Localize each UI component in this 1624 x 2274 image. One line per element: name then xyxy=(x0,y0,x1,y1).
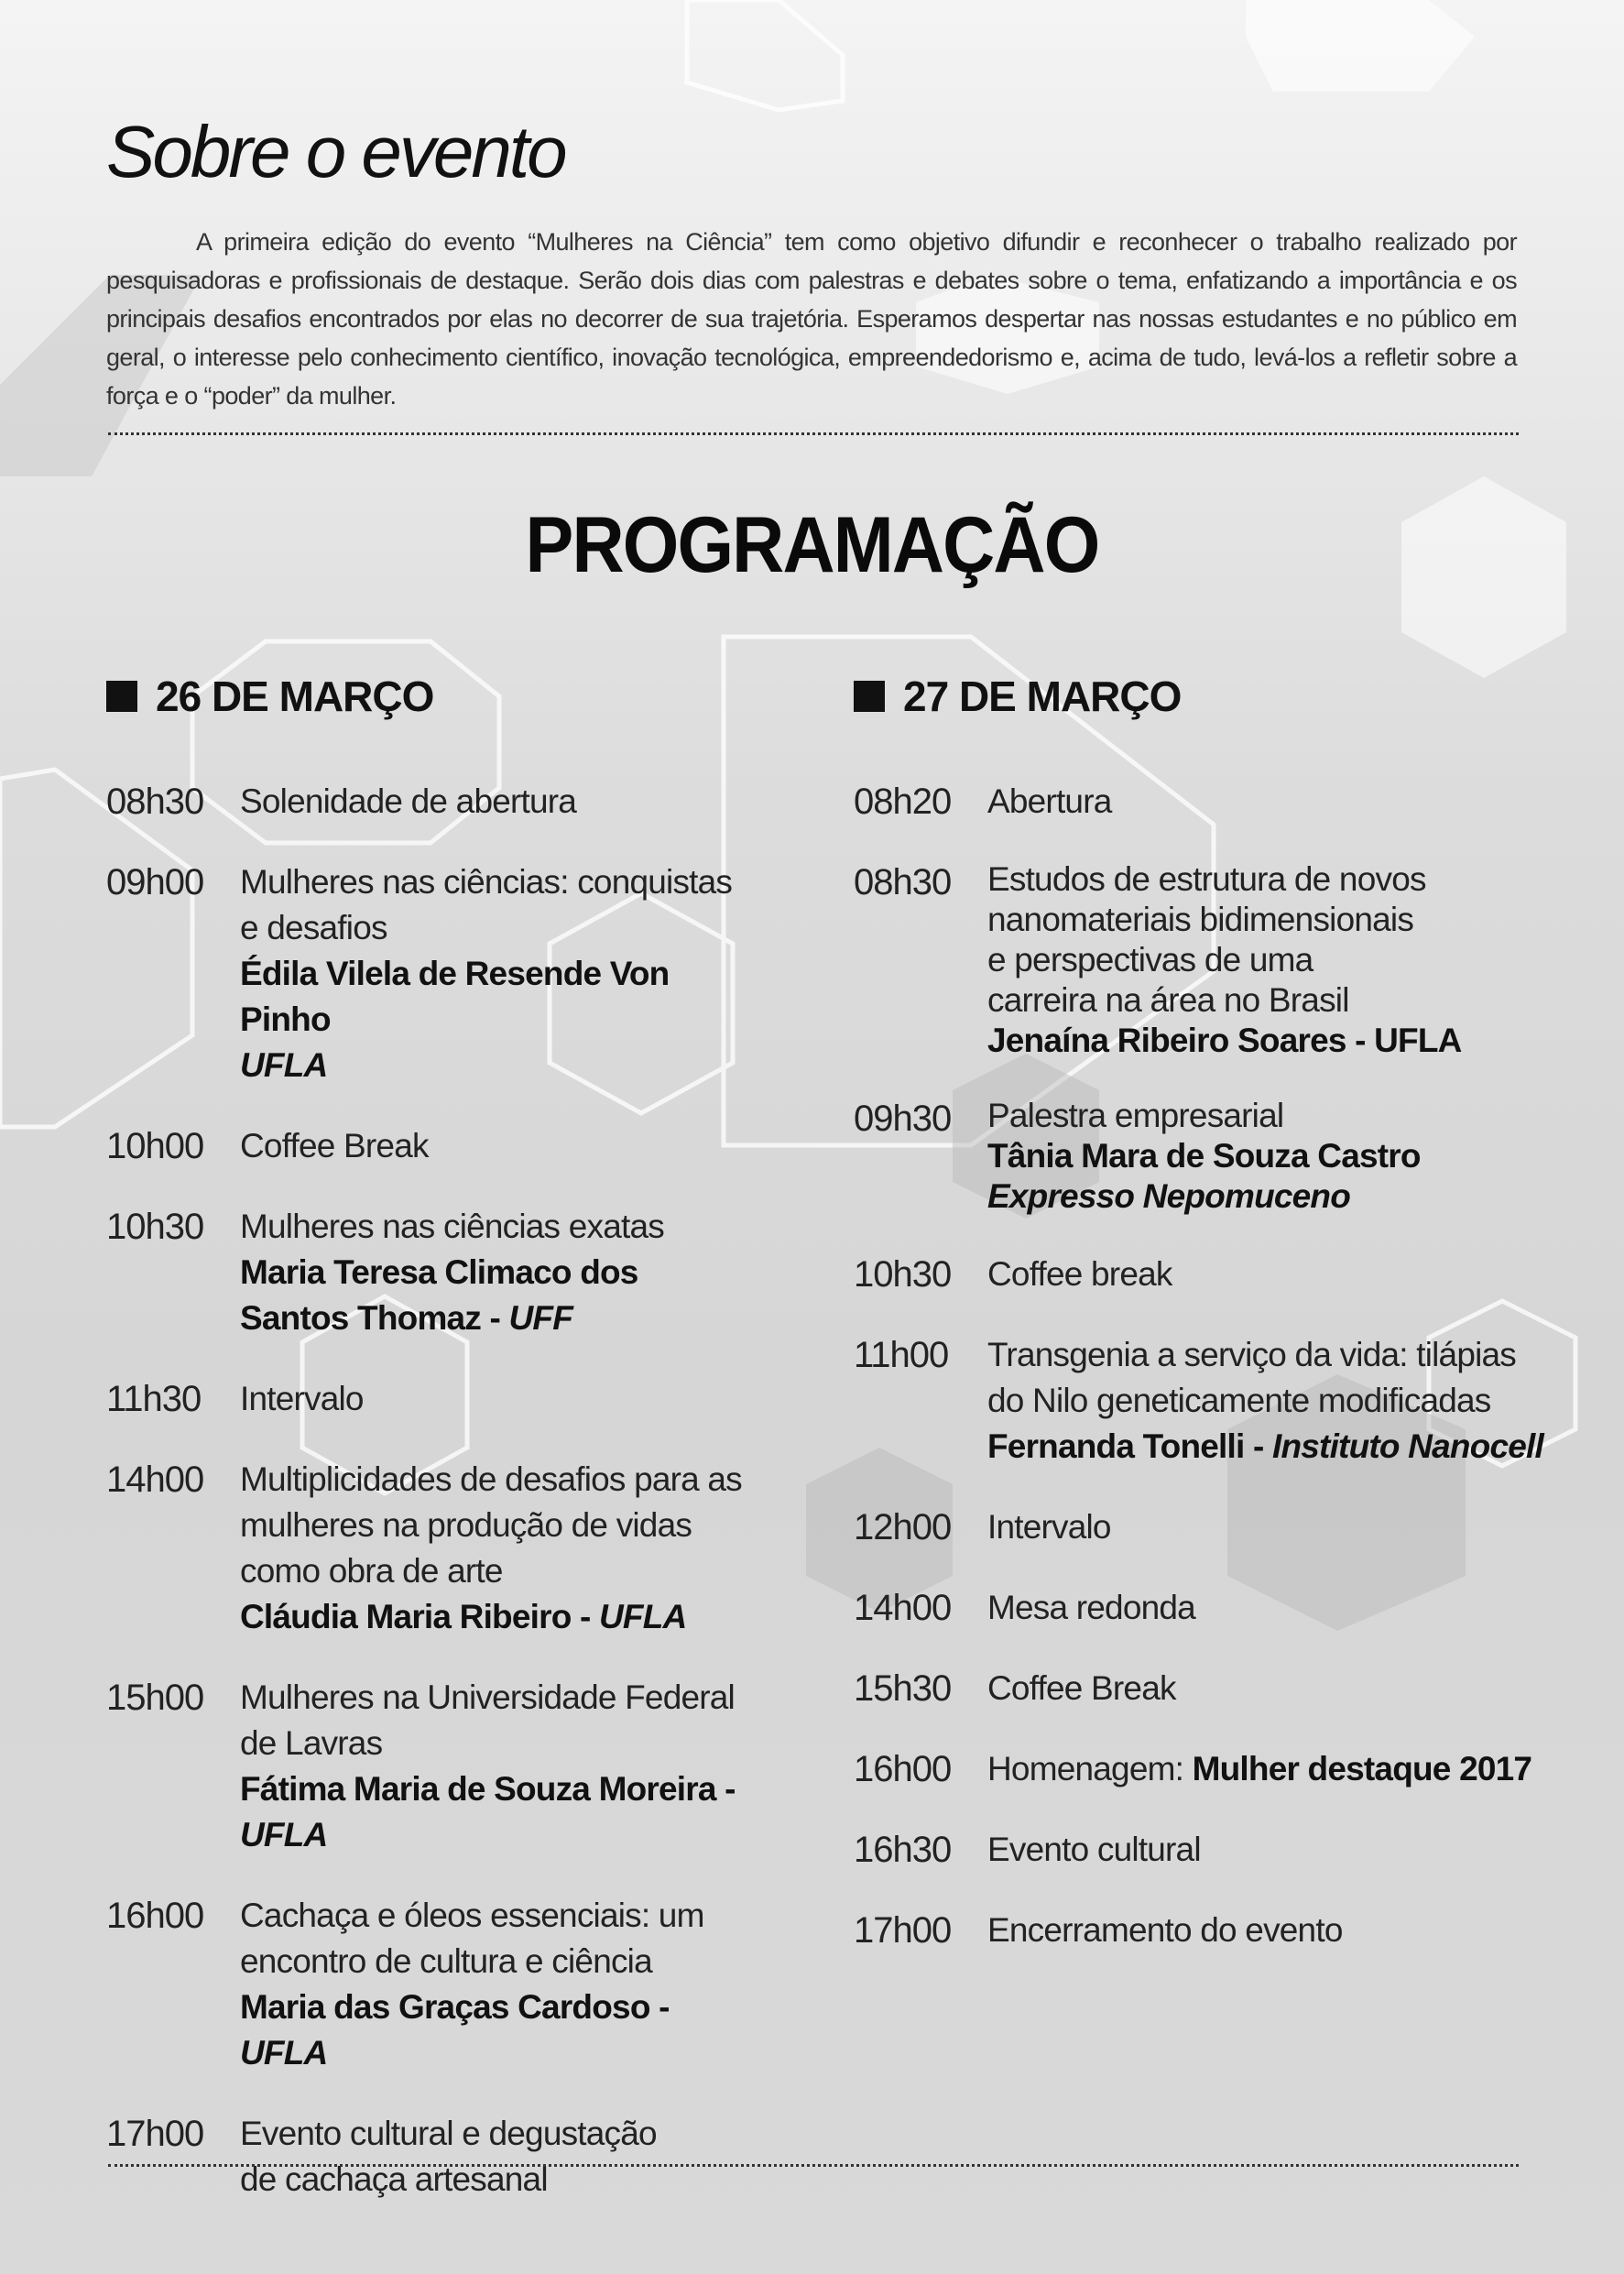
schedule-item xyxy=(106,1204,821,1341)
item-title: Transgenia a serviço da vida: tilápias do Nilo geneticamente modificadas xyxy=(987,1336,1516,1419)
item-speaker: Jenaína Ribeiro Soares - UFLA xyxy=(987,1022,1462,1059)
item-title-line xyxy=(987,1746,1531,1792)
day-heading xyxy=(106,669,821,724)
item-speaker-line xyxy=(987,1424,1555,1470)
item-title: Coffee Break xyxy=(987,1669,1176,1707)
item-title: Homenagem: xyxy=(987,1750,1184,1787)
schedule-item xyxy=(854,1504,1568,1550)
item-time: 17h00 xyxy=(854,1910,952,1951)
item-institution: UFLA xyxy=(240,1816,328,1853)
item-speaker: Cláudia Maria Ribeiro - xyxy=(240,1598,591,1635)
schedule-item xyxy=(854,1332,1568,1470)
item-description xyxy=(240,1675,808,1858)
schedule-item xyxy=(854,1096,1568,1217)
item-title: Encerramento do evento xyxy=(987,1911,1343,1949)
item-description xyxy=(240,1204,716,1341)
item-description xyxy=(987,1332,1555,1470)
item-title: Evento cultural e degustação de cachaça artesanal xyxy=(240,2115,657,2198)
item-time: 15h00 xyxy=(106,1678,204,1718)
item-description xyxy=(240,1457,753,1640)
schedule-item xyxy=(106,1893,821,2076)
item-speaker: Édila Vilela de Resende Von Pinho xyxy=(240,955,670,1038)
item-description xyxy=(240,779,576,825)
item-title: Intervalo xyxy=(987,1508,1111,1546)
item-time: 09h00 xyxy=(106,862,204,902)
item-title: Intervalo xyxy=(240,1380,364,1417)
item-title: Mesa redonda xyxy=(987,1589,1195,1626)
item-title: Estudos de estrutura de novos nanomateriais bidimensionais e perspectivas de uma carreira na área no Brasil xyxy=(987,860,1426,1019)
item-description xyxy=(987,859,1462,1061)
item-institution: UFLA xyxy=(599,1598,687,1635)
schedule-item xyxy=(854,1585,1568,1631)
item-speaker: Mulher destaque 2017 xyxy=(1192,1750,1532,1787)
item-title: Coffee Break xyxy=(240,1127,429,1164)
item-speaker-line xyxy=(240,1766,808,1858)
item-title: Palestra empresarial xyxy=(987,1097,1284,1134)
item-description xyxy=(240,1893,725,2076)
item-time: 14h00 xyxy=(106,1460,204,1500)
schedule-item xyxy=(106,859,821,1088)
item-time: 17h00 xyxy=(106,2114,204,2154)
item-institution: UFF xyxy=(508,1299,573,1337)
item-time: 15h30 xyxy=(854,1668,952,1709)
schedule-item xyxy=(106,1457,821,1640)
item-description xyxy=(987,1585,1195,1631)
item-time: 14h00 xyxy=(854,1588,952,1628)
schedule-item xyxy=(854,1252,1568,1297)
item-speaker: Fernanda Tonelli - xyxy=(987,1427,1264,1465)
schedule-item xyxy=(854,1908,1568,1953)
item-description xyxy=(987,1096,1421,1217)
item-title: Coffee break xyxy=(987,1255,1172,1293)
item-title: Cachaça e óleos essenciais: um encontro de cultura e ciência xyxy=(240,1897,704,1980)
item-time: 16h00 xyxy=(854,1749,952,1789)
item-time: 09h30 xyxy=(854,1099,952,1139)
item-title: Mulheres nas ciências exatas xyxy=(240,1208,664,1245)
item-time: 12h00 xyxy=(854,1507,952,1547)
item-time: 16h00 xyxy=(106,1896,204,1936)
day-column-27-marco xyxy=(854,669,1568,1988)
item-speaker: Maria Teresa Climaco dos Santos Thomaz - xyxy=(240,1253,638,1337)
item-description xyxy=(987,1252,1172,1297)
item-time: 16h30 xyxy=(854,1830,952,1870)
schedule-item xyxy=(106,1376,821,1422)
item-time: 08h30 xyxy=(106,782,204,822)
schedule-item xyxy=(106,779,821,825)
item-institution: Instituto Nanocell xyxy=(1271,1427,1543,1465)
item-speaker-line xyxy=(240,1594,753,1640)
day-title: 26 DE MARÇO xyxy=(156,672,434,720)
item-time: 08h20 xyxy=(854,782,952,822)
schedule-item xyxy=(854,1827,1568,1873)
item-title: Solenidade de abertura xyxy=(240,782,577,820)
item-description xyxy=(240,1376,364,1422)
schedule-item xyxy=(106,1123,821,1169)
item-time: 10h00 xyxy=(106,1126,204,1166)
item-title: Mulheres nas ciências: conquistas e desafios xyxy=(240,863,733,946)
item-title: Abertura xyxy=(987,782,1112,820)
item-description xyxy=(987,1746,1531,1792)
schedule-item xyxy=(854,859,1568,1061)
about-title: Sobre o evento xyxy=(106,111,565,192)
schedule-item xyxy=(854,1666,1568,1711)
item-speaker: Fátima Maria de Souza Moreira - xyxy=(240,1770,736,1808)
item-description xyxy=(987,1666,1176,1711)
item-title: Multiplicidades de desafios para as mulheres na produção de vidas como obra de arte xyxy=(240,1460,742,1590)
schedule-item xyxy=(106,1675,821,1858)
item-description xyxy=(987,1827,1201,1873)
day-column-26-marco xyxy=(106,669,821,2237)
day-title: 27 DE MARÇO xyxy=(903,672,1182,720)
programacao-title: PROGRAMAÇÃO xyxy=(525,501,1099,589)
item-title: Mulheres na Universidade Federal de Lavras xyxy=(240,1678,735,1762)
item-time: 10h30 xyxy=(106,1207,204,1247)
day-heading xyxy=(854,669,1568,724)
item-institution: UFLA xyxy=(240,1046,328,1084)
item-description xyxy=(987,779,1112,825)
item-speaker: Tânia Mara de Souza Castro xyxy=(987,1137,1421,1175)
square-bullet-icon xyxy=(854,681,885,712)
square-bullet-icon xyxy=(106,681,137,712)
item-time: 10h30 xyxy=(854,1254,952,1295)
item-time: 08h30 xyxy=(854,862,952,902)
about-paragraph: A primeira edição do evento “Mulheres na Ciência” tem como objetivo difundir e reconhecer o trabalho realizado por pesquisadoras e profissionais de destaque. Serão dois dias com palestras e debates sobre o tema, enfatizando a importância e os principais desafios encontrados por elas no decorrer de sua trajetória. Esperamos despertar nas nossas estudantes e no público em geral, o interesse pelo conhecimento científico, inovação tecnológica, empreendedorismo e, acima de tudo, levá-los a refletir sobre a força e o “poder” da mulher. xyxy=(106,228,1517,410)
item-description xyxy=(240,2111,698,2203)
item-title: Evento cultural xyxy=(987,1831,1201,1868)
schedule-item xyxy=(854,1746,1568,1792)
dotted-divider-bottom xyxy=(108,2164,1519,2167)
item-speaker-line xyxy=(240,1250,716,1341)
schedule-item xyxy=(106,2111,821,2203)
item-description xyxy=(987,1504,1111,1550)
dotted-divider-top xyxy=(108,432,1519,435)
item-time: 11h30 xyxy=(106,1379,202,1419)
item-institution: UFLA xyxy=(240,2034,328,2072)
item-description xyxy=(987,1908,1343,1953)
item-description xyxy=(240,1123,429,1169)
item-institution: Expresso Nepomuceno xyxy=(987,1177,1351,1215)
item-time: 11h00 xyxy=(854,1335,949,1375)
schedule-item xyxy=(854,779,1568,825)
item-speaker: Maria das Graças Cardoso - xyxy=(240,1988,670,2026)
item-description xyxy=(240,859,735,1088)
item-speaker-line xyxy=(240,1984,725,2076)
